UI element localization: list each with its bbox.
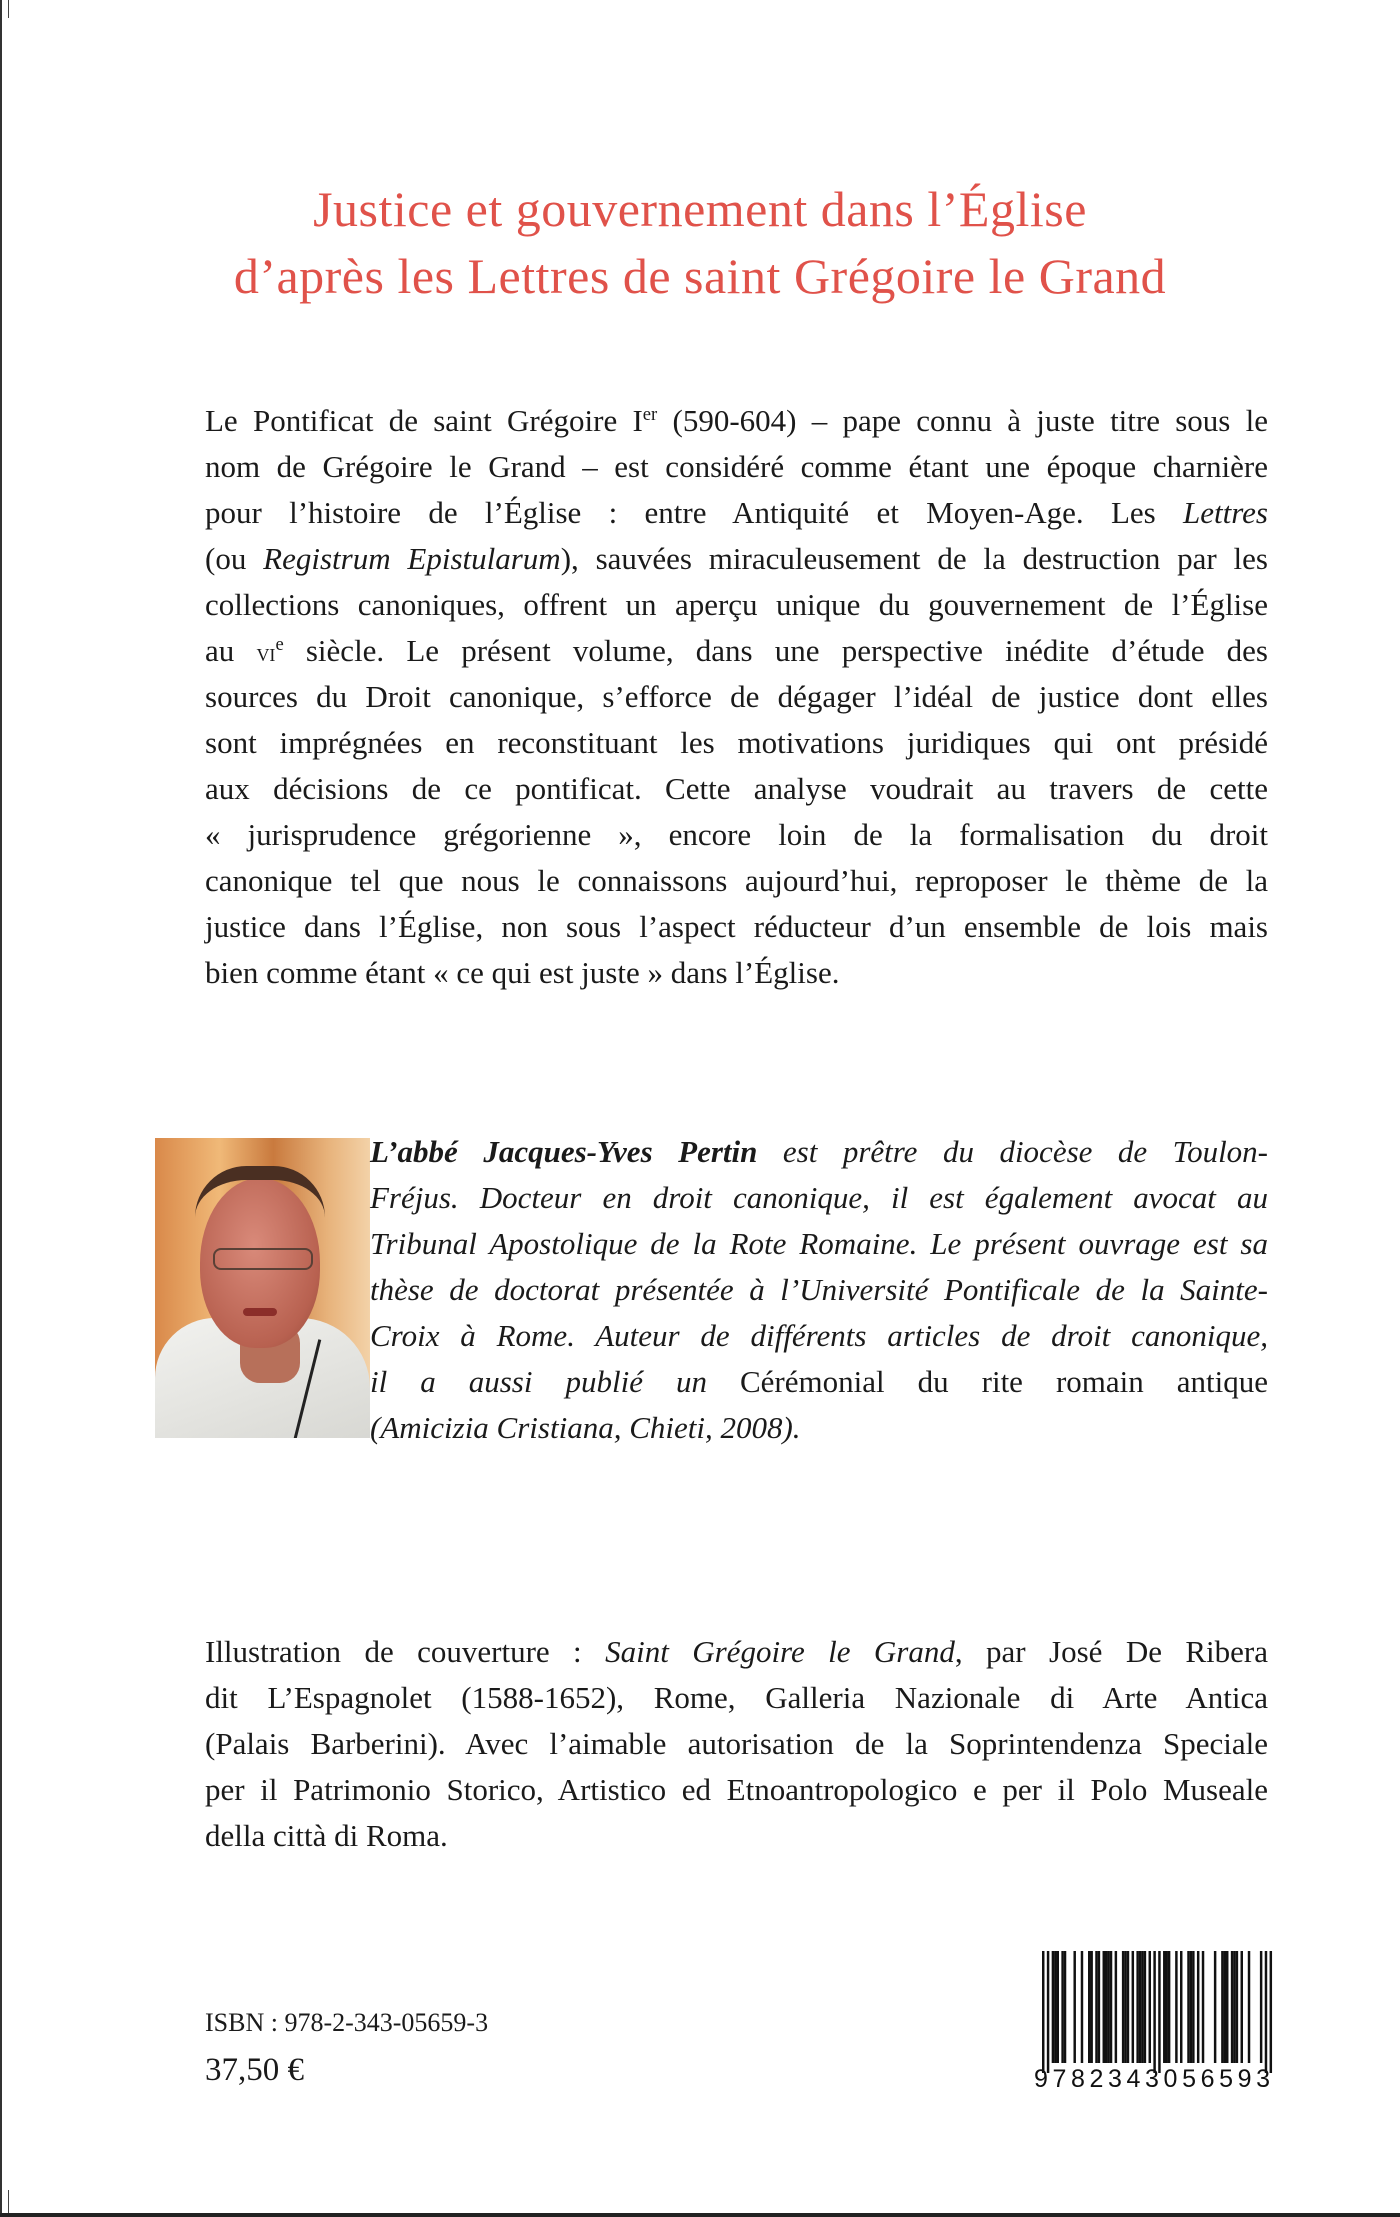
text-segment: Lettres [1183, 495, 1268, 530]
text-segment: au [205, 633, 257, 668]
barcode-bar [1153, 1951, 1155, 2073]
barcode-bar [1168, 1951, 1170, 2063]
text-segment: aux décisions de ce pontificat. Cette analyse voudrait au travers de cette [205, 771, 1268, 806]
text-segment: justice dans l’Église, non sous l’aspect réducteur d’un ensemble de lois mais [205, 909, 1268, 944]
text-line [205, 766, 1268, 812]
text-segment: pour l’histoire de l’Église : entre Antiquité et Moyen-Age. Les [205, 495, 1184, 530]
text-line [205, 904, 1268, 950]
text-segment: canonique tel que nous le connaissons aujourd’hui, reproposer le thème de la [205, 863, 1268, 898]
text-line [205, 858, 1268, 904]
text-segment: e [275, 633, 284, 655]
book-title-line-1: Justice et gouvernement dans l’Église [313, 181, 1087, 237]
barcode-bar [1214, 1951, 1216, 2063]
barcode-bar [1103, 1951, 1105, 2063]
text-segment: collections canoniques, offrent un aperçu unique du gouvernement de l’Église [205, 587, 1268, 622]
barcode-bar [1236, 1951, 1238, 2063]
barcode-digits: 9782343056593 [1034, 2065, 1270, 2093]
barcode-bar [1187, 1951, 1189, 2063]
text-line [370, 1359, 1268, 1405]
cover-border-bottom [0, 2213, 1400, 2217]
text-segment: siècle. Le présent volume, dans une perspective inédite d’étude des [283, 633, 1268, 668]
barcode-bar [1226, 1951, 1228, 2063]
barcode-bar [1105, 1951, 1107, 2063]
text-line [205, 628, 1268, 674]
text-line [205, 812, 1268, 858]
text-segment: er [642, 403, 658, 425]
text-segment: L’abbé Jacques-Yves Pertin [370, 1134, 758, 1169]
price: 37,50 € [205, 2052, 304, 2088]
barcode-bar [1141, 1951, 1143, 2063]
barcode-bar [1061, 1951, 1063, 2063]
text-segment: thèse de doctorat présentée à l’Université Pontificale de la Sainte- [370, 1272, 1268, 1307]
crop-mark [8, 0, 9, 18]
barcode-bar [1042, 1951, 1044, 2073]
barcode-bar [1088, 1951, 1090, 2063]
text-segment: « jurisprudence grégorienne », encore loin de la formalisation du droit [205, 817, 1268, 852]
barcode-bar [1095, 1951, 1097, 2063]
text-segment: Fréjus. Docteur en droit canonique, il est également avocat au [370, 1180, 1268, 1215]
book-title-line-2: d’après les Lettres de saint Grégoire le Grand [233, 248, 1167, 304]
barcode-bar [1081, 1951, 1083, 2063]
text-line [205, 490, 1268, 536]
text-line [370, 1129, 1268, 1175]
text-segment: della città di Roma. [205, 1818, 448, 1853]
barcode-bar [1233, 1951, 1235, 2063]
barcode-bar [1190, 1951, 1192, 2063]
barcode-bar [1107, 1951, 1109, 2063]
barcode-bar [1231, 1951, 1233, 2063]
text-segment: (Amicizia Cristiana, Chieti, 2008). [370, 1410, 801, 1445]
text-line [205, 720, 1268, 766]
text-line [205, 674, 1268, 720]
barcode-bar [1136, 1951, 1138, 2063]
text-segment: il a aussi publié un [370, 1364, 740, 1399]
barcode-bar [1057, 1951, 1059, 2063]
text-segment: sont imprégnées en reconstituant les motivations juridiques qui ont présidé [205, 725, 1268, 760]
barcode-bar [1047, 1951, 1049, 2073]
text-line [370, 1175, 1268, 1221]
text-segment: bien comme étant « ce qui est juste » dans l’Église. [205, 955, 840, 990]
text-segment: Saint Grégoire le Grand [605, 1634, 955, 1669]
barcode-bar [1221, 1951, 1223, 2063]
barcode-bars [1042, 1951, 1272, 2073]
barcode-bar [1270, 1951, 1272, 2073]
barcode-bar [1149, 1951, 1151, 2063]
barcode-bar [1098, 1951, 1100, 2063]
barcode-bar [1180, 1951, 1182, 2063]
text-line [205, 582, 1268, 628]
text-line [370, 1267, 1268, 1313]
text-line [370, 1313, 1268, 1359]
text-line [370, 1221, 1268, 1267]
text-line [205, 1675, 1268, 1721]
text-segment: (Palais Barberini). Avec l’aimable autorisation de la Soprintendenza Speciale [205, 1726, 1268, 1761]
barcode-bar [1144, 1951, 1146, 2063]
text-line [205, 1629, 1268, 1675]
text-segment: est prêtre du diocèse de Toulon- [757, 1134, 1268, 1169]
text-segment: Cérémonial du rite romain antique [740, 1364, 1269, 1399]
barcode-bar [1202, 1951, 1204, 2063]
barcode-bar [1127, 1951, 1129, 2063]
barcode-bar [1175, 1951, 1177, 2063]
text-segment: ), sauvées miraculeusement de la destruction par les [560, 541, 1268, 576]
text-segment: (ou [205, 541, 264, 576]
text-segment: Registrum Epistularum [263, 541, 561, 576]
text-segment: Le Pontificat de saint Grégoire I [205, 403, 643, 438]
text-segment: (590-604) – pape connu à juste titre sous le [657, 403, 1268, 438]
barcode-bar [1197, 1951, 1199, 2063]
barcode-bar [1158, 1951, 1160, 2073]
isbn: ISBN : 978-2-343-05659-3 [205, 2008, 489, 2037]
barcode-bar [1132, 1951, 1134, 2063]
text-segment: per il Patrimonio Storico, Artistico ed Etnoantropologico e per il Polo Museale [205, 1772, 1268, 1807]
barcode-bar [1110, 1951, 1112, 2063]
text-line [205, 1767, 1268, 1813]
text-segment: , par José De Ribera [954, 1634, 1269, 1669]
barcode-bar [1090, 1951, 1092, 2063]
text-line [205, 1721, 1268, 1767]
barcode [1030, 1948, 1274, 2093]
text-segment: nom de Grégoire le Grand – est considéré comme étant une époque charnière [205, 449, 1268, 484]
text-segment: sources du Droit canonique, s’efforce de dégager l’idéal de justice dont elles [205, 679, 1268, 714]
text-line [205, 398, 1268, 444]
barcode-bar [1192, 1951, 1194, 2063]
text-segment: Tribunal Apostolique de la Rote Romaine. Le présent ouvrage est sa [370, 1226, 1268, 1261]
barcode-bar [1224, 1951, 1226, 2063]
barcode-bar [1073, 1951, 1075, 2063]
barcode-bar [1165, 1951, 1167, 2063]
text-line [205, 444, 1268, 490]
text-line [205, 536, 1268, 582]
barcode-bar [1124, 1951, 1126, 2063]
barcode-bar [1054, 1951, 1056, 2063]
barcode-bar [1122, 1951, 1124, 2063]
barcode-bar [1052, 1951, 1054, 2063]
cover-border [0, 0, 2, 2217]
author-photo [155, 1138, 370, 1438]
text-segment: dit L’Espagnolet (1588-1652), Rome, Galleria Nazionale di Arte Antica [205, 1680, 1268, 1715]
text-segment: vi [256, 638, 276, 667]
text-segment: Croix à Rome. Auteur de différents articles de droit canonique, [370, 1318, 1268, 1353]
barcode-bar [1139, 1951, 1141, 2063]
barcode-bar [1265, 1951, 1267, 2073]
text-line [205, 950, 1268, 996]
barcode-bar [1115, 1951, 1117, 2063]
text-line [370, 1405, 1268, 1451]
barcode-bar [1163, 1951, 1165, 2063]
text-segment: Illustration de couverture : [205, 1634, 606, 1669]
barcode-bar [1241, 1951, 1243, 2063]
barcode-bar [1260, 1951, 1262, 2063]
text-line [205, 1813, 1268, 1859]
barcode-bar [1064, 1951, 1066, 2063]
barcode-bar [1248, 1951, 1250, 2063]
